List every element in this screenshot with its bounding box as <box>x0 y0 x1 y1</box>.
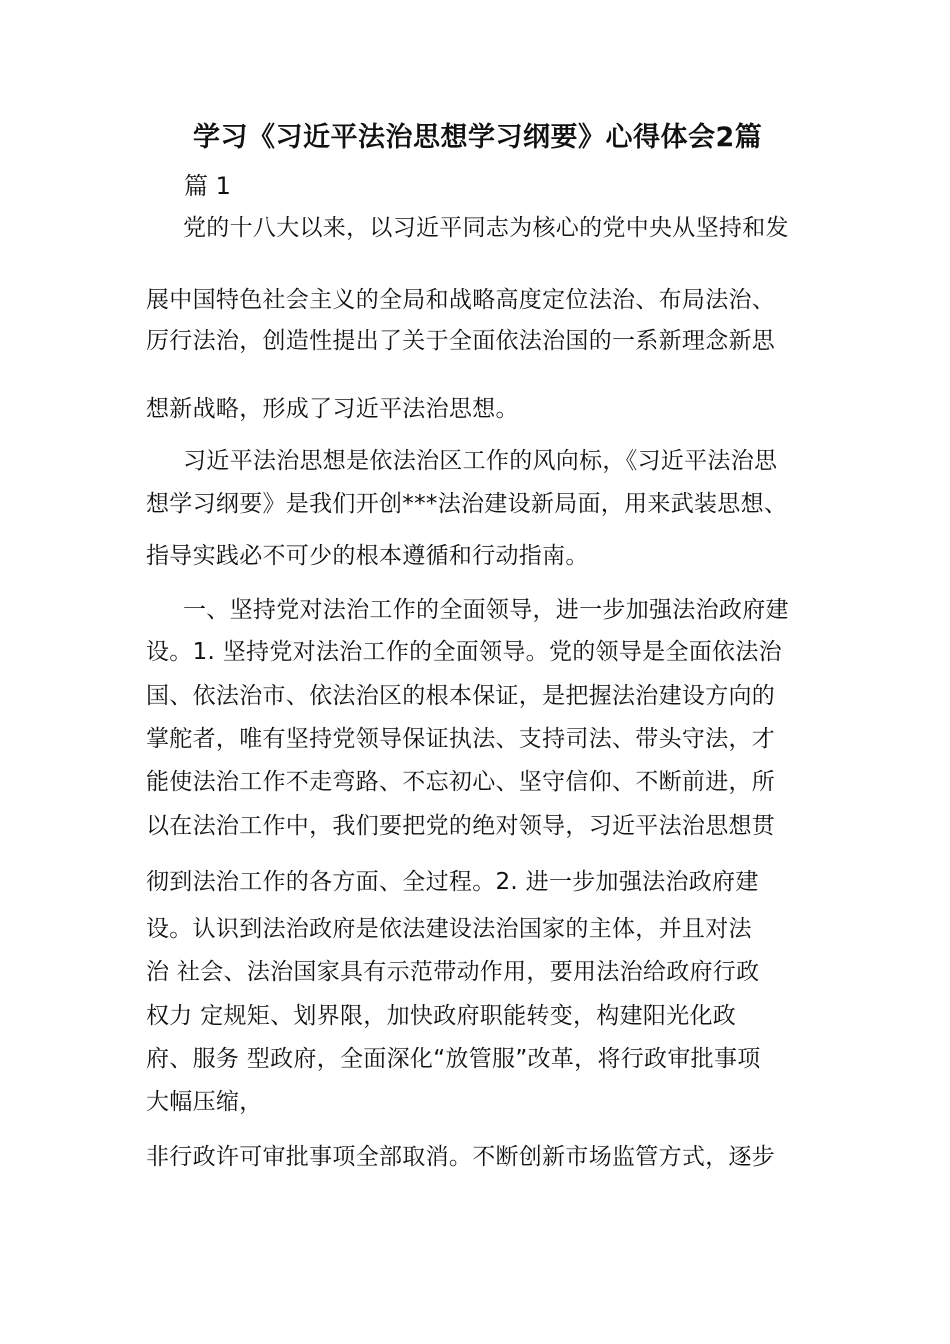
paragraph-line: 府、服务 型政府，全面深化“放管服”改革，将行政审批事项 <box>146 1046 761 1072</box>
paragraph-line: 习近平法治思想是依法治区工作的风向标，《习近平法治思 <box>183 448 778 474</box>
paragraph-line: 以在法治工作中，我们要把党的绝对领导，习近平法治思想贯 <box>146 813 776 839</box>
paragraph-line: 非行政许可审批事项全部取消。不断创新市场监管方式，逐步 <box>146 1144 776 1170</box>
paragraph-line: 掌舵者，唯有坚持党领导保证执法、支持司法、带头守法，才 <box>146 726 776 752</box>
paragraph-line: 设。认识到法治政府是依法建设法治国家的主体，并且对法 <box>146 916 752 942</box>
document-title: 学习《习近平法治思想学习纲要》心得体会2篇 <box>193 122 763 153</box>
paragraph-line: 厉行法治，创造性提出了关于全面依法治国的一系新理念新思 <box>146 328 776 354</box>
part-label: 篇 1 <box>184 172 231 200</box>
paragraph-line: 想新战略，形成了习近平法治思想。 <box>146 396 519 422</box>
paragraph-line: 展中国特色社会主义的全局和战略高度定位法治、布局法治、 <box>146 287 776 313</box>
paragraph-line: 大幅压缩， <box>146 1089 263 1115</box>
paragraph-line: 党的十八大以来，以习近平同志为核心的党中央从坚持和发 <box>183 215 789 241</box>
paragraph-line: 国、依法治市、依法治区的根本保证，是把握法治建设方向的 <box>146 683 776 709</box>
paragraph-line: 指导实践必不可少的根本遵循和行动指南。 <box>146 543 589 569</box>
paragraph-line: 能使法治工作不走弯路、不忘初心、坚守信仰、不断前进，所 <box>146 769 776 795</box>
paragraph-line: 设。1. 坚持党对法治工作的全面领导。党的领导是全面依法治 <box>146 639 782 665</box>
paragraph-line: 彻到法治工作的各方面、全过程。2. 进一步加强法治政府建 <box>146 869 759 895</box>
paragraph-line: 治 社会、法治国家具有示范带动作用，要用法治给政府行政 <box>146 959 760 985</box>
paragraph-line: 权力 定规矩、划界限，加快政府职能转变，构建阳光化政 <box>146 1003 737 1029</box>
paragraph-line: 一、坚持党对法治工作的全面领导，进一步加强法治政府建 <box>183 597 789 623</box>
paragraph-line: 想学习纲要》是我们开创***法治建设新局面，用来武装思想、 <box>146 491 788 517</box>
